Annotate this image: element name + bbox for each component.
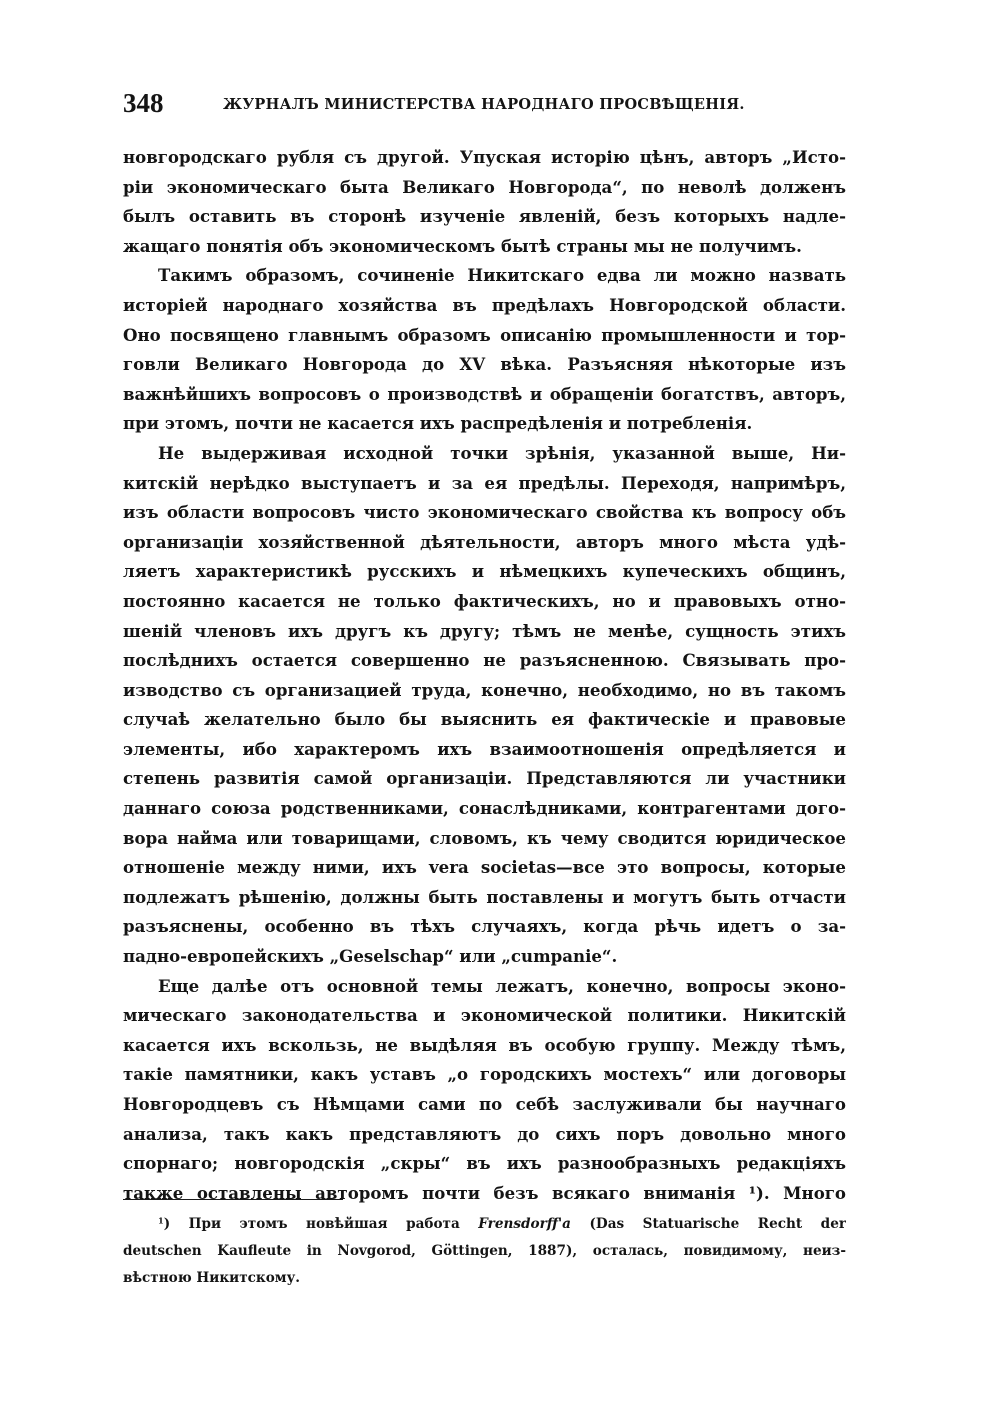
text-line: ріи экономическаго быта Великаго Новгорода“, по неволѣ долженъ xyxy=(123,176,846,197)
text-line: Новгородцевъ съ Нѣмцами сами по себѣ заслуживали бы научнаго xyxy=(123,1094,846,1114)
text-line: исторіей народнаго хозяйства въ предѣлахъ Новгородской области. xyxy=(123,294,846,315)
text-line: Такимъ образомъ, сочиненіе Никитскаго едва ли можно назвать xyxy=(158,265,846,286)
text-line: изъ области вопросовъ чисто экономическаго свойства къ вопросу объ xyxy=(123,502,846,523)
text-line: Не выдерживая исходной точки зрѣнія, указанной выше, Ни- xyxy=(158,442,846,463)
text-line: былъ оставить въ сторонѣ изученіе явленій, безъ которыхъ надле- xyxy=(123,206,846,227)
text-line: падно-европейскихъ „Geselschap“ или „cumpanie“. xyxy=(123,946,618,967)
text-line: говли Великаго Новгорода до XV вѣка. Разъясняя нѣкоторые изъ xyxy=(123,354,846,375)
footnote-line: вѣстною Никитскому. xyxy=(123,1270,301,1286)
text-line: важнѣйшихъ вопросовъ о производствѣ и обращеніи богатствъ, авторъ, xyxy=(123,383,846,404)
text-line: организаціи хозяйственной дѣятельности, авторъ много мѣста удѣ- xyxy=(123,531,846,552)
page-number: 348 xyxy=(123,88,164,118)
text-line: анализа, такъ какъ представляютъ до сихъ поръ довольно много xyxy=(123,1123,846,1144)
text-line: разъяснены, особенно въ тѣхъ случаяхъ, когда рѣчь идетъ о за- xyxy=(123,916,846,937)
footnote-line: deutschen Kaufleute in Novgorod, Göttingen, 1887), осталась, повидимому, неиз- xyxy=(123,1243,846,1259)
text-line: элементы, ибо характеромъ ихъ взаимоотношенія опредѣляется и xyxy=(123,738,846,759)
text-line: такіе памятники, какъ уставъ „о городскихъ мостехъ“ или договоры xyxy=(123,1064,846,1085)
text-line: Оно посвящено главнымъ образомъ описанію промышленности и тор- xyxy=(123,324,846,345)
body-text xyxy=(123,143,846,1208)
footnote-tail: (Das Statuarische Recht der xyxy=(570,1216,846,1232)
footnote-author: Frensdorff'a xyxy=(478,1216,571,1232)
text-line: ляетъ характеристикѣ русскихъ и нѣмецкихъ купеческихъ общинъ, xyxy=(123,561,846,582)
text-line: случаѣ желательно было бы выяснить ея фактическіе и правовые xyxy=(123,709,846,730)
text-line: жащаго понятія объ экономическомъ бытѣ страны мы не получимъ. xyxy=(123,235,802,256)
text-line: постоянно касается не только фактическихъ, но и правовыхъ отно- xyxy=(123,590,846,611)
text-line: китскій нерѣдко выступаетъ и за ея предѣлы. Переходя, напримѣръ, xyxy=(123,472,846,493)
text-line: Еще далѣе отъ основной темы лежатъ, конечно, вопросы эконо- xyxy=(158,975,846,996)
footnote-line xyxy=(123,1211,846,1238)
footnote-marker: 1 xyxy=(158,1215,164,1226)
text-line: вора найма или товарищами, словомъ, къ чему сводится юридическое xyxy=(123,827,846,848)
footnote xyxy=(123,1211,846,1292)
running-title: ЖУРНАЛЪ МИНИСТЕРСТВА НАРОДНАГО ПРОСВѢЩЕНІЯ. xyxy=(223,96,745,113)
text-line: спорнаго; новгородскія „скры“ въ ихъ разнообразныхъ редакціяхъ xyxy=(123,1153,846,1174)
text-line: новгородскаго рубля съ другой. Упуская исторію цѣнъ, авторъ „Исто- xyxy=(123,147,846,167)
text-line: шеній членовъ ихъ другъ къ другу; тѣмъ не менѣе, сущность этихъ xyxy=(123,620,846,641)
text-line: отношеніе между ними, ихъ vera societas—все это вопросы, которые xyxy=(123,857,846,878)
text-line: мическаго законодательства и экономической политики. Никитскій xyxy=(123,1005,846,1026)
text-line: изводство съ организацией труда, конечно, необходимо, но въ такомъ xyxy=(123,679,846,700)
text-line: при этомъ, почти не касается ихъ распредѣленія и потребленія. xyxy=(123,413,753,434)
page-header xyxy=(123,88,853,128)
text-line: подлежатъ рѣшенію, должны быть поставлены и могутъ быть отчасти xyxy=(123,886,846,907)
text-line: также оставлены авторомъ почти безъ всякаго вниманія ¹). Много xyxy=(123,1182,846,1203)
text-line: послѣднихъ остается совершенно не разъясненною. Связывать про- xyxy=(123,650,846,671)
footnote-lead: ) При этомъ новѣйшая работа xyxy=(163,1216,479,1232)
text-line: даннаго союза родственниками, сонаслѣдниками, контрагентами дого- xyxy=(123,798,846,819)
text-line: степень развитія самой организаціи. Представляются ли участники xyxy=(123,768,846,789)
footnote-divider xyxy=(123,1199,343,1200)
text-line: касается ихъ вскользь, не выдѣляя въ особую группу. Между тѣмъ, xyxy=(123,1034,846,1055)
